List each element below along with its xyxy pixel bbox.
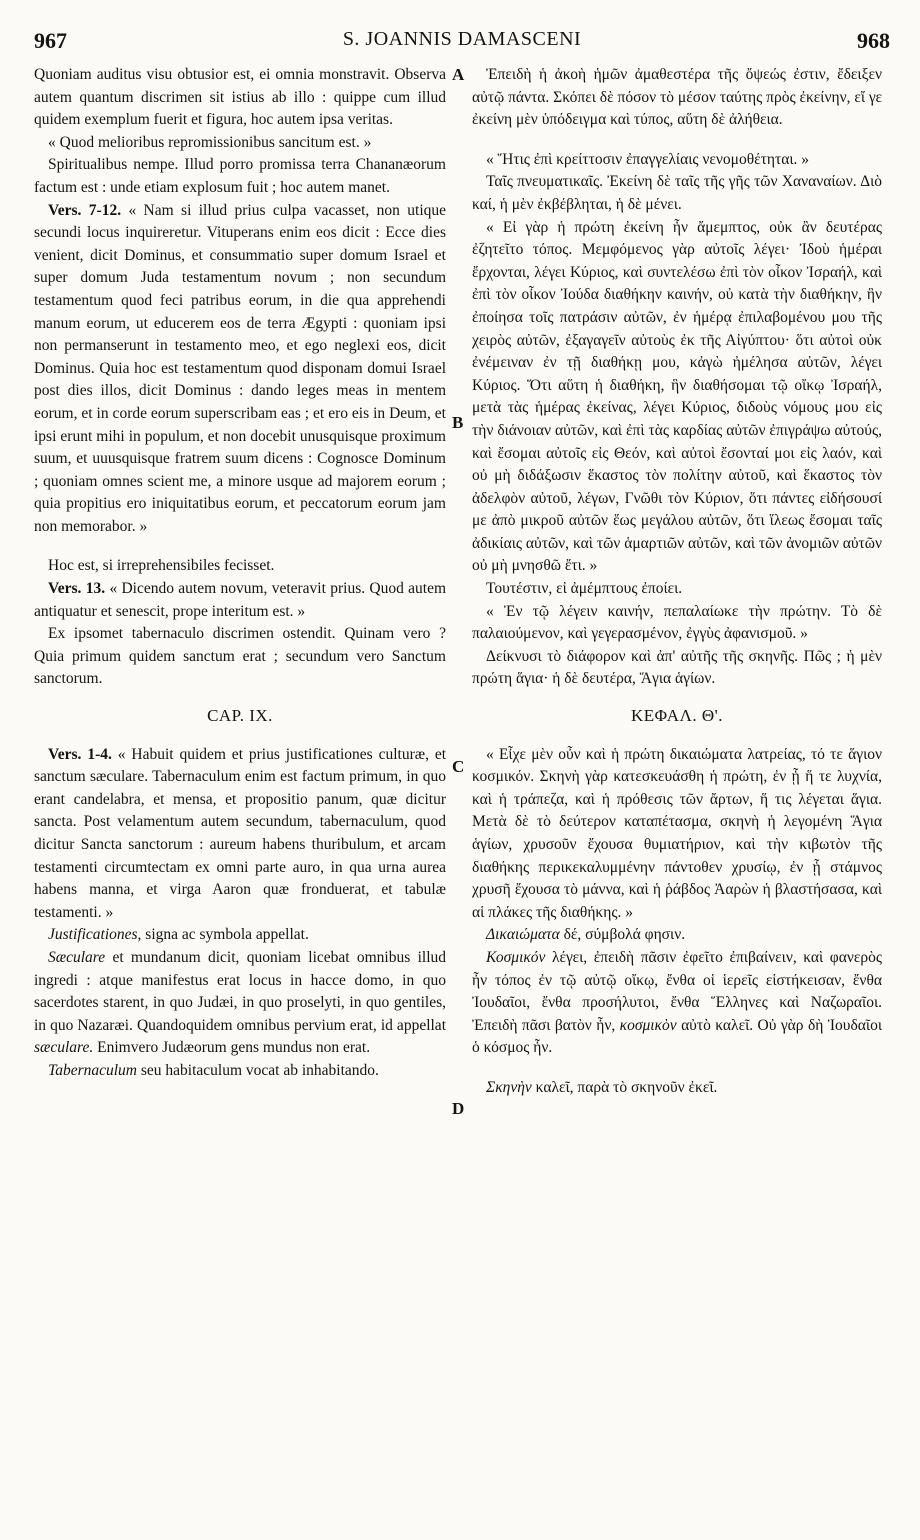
- chapter-heading: ΚΕΦΑΛ. Θ'.: [631, 706, 723, 726]
- italic-term: Justificationes,: [48, 926, 142, 944]
- italic-term: Δικαιώματα: [486, 926, 560, 944]
- commentary-text: αὐτὸ καλεῖ. Οὐ γὰρ δὴ Ἰουδαῖοι ὁ κόσμος ἦν.: [472, 1016, 882, 1057]
- italic-term: Σκηνὴν: [486, 1078, 532, 1096]
- section-marker-b: B: [452, 413, 464, 432]
- commentary-text: et mundanum dicit, quoniam licebat omnibus illud ingredi : atque manifestus erat locus in hacce domo, in quo sacerdotes starent, in quo Judæi, in quo proselyti, in quo gentiles, in quo Nazaræi. Quandoquidem omnibus pervium erat, id appellat: [34, 948, 447, 1034]
- greek-paragraph: « Ἥτις ἐπὶ κρείττοσιν ἐπαγγελίαις νενομοθέτηται. »: [486, 150, 810, 168]
- greek-paragraph: « Ἐν τῷ λέγειν καινήν, πεπαλαίωκε τὴν πρώτην. Τὸ δὲ παλαιούμενον, καὶ γεγερασμένον, ἐγγὺς ἀφανισμοῦ. »: [472, 602, 882, 643]
- verse-label: Vers. 1-4.: [48, 745, 112, 763]
- italic-term: Κοσμικόν: [486, 948, 546, 966]
- greek-paragraph: [472, 924, 882, 947]
- verse-text: « Nam si illud prius culpa vacasset, non utique secundi locus inquireretur. Vituperans enim eos dicit : Ecce dies venient, dicit Dominus, et consummatio super domum Israel et super domum Juda testamentum novum ; non secundum testamentum quod feci patribus eorum, in die qua apprehendi manum eorum, ut educerem eos de terra Ægypti : quoniam ipsi non permanserunt in testamento meo, et ego neglexi eos, dicit Dominus. Quia hoc est testamentum quod disponam domui Israel post dies illos, dicit Dominus : dando leges meas in mentem eorum, et in corde eorum superscribam eas ; et ero eis in Deum, et ipsi erunt mihi in populum, et non docebit unusquisque proximum suum, et uuusquisque fratrem suum dicens : Cognosce Dominum ; quoniam omnes scient me, a minore usque ad majorem eorum ; quia propitius ero iniquitatibus eorum, et peccatorum eorum jam non memorabor. »: [34, 201, 446, 535]
- page-number-right: 968: [857, 28, 890, 53]
- verse-text: « Habuit quidem et prius justificationes culturæ, et sanctum sæculare. Tabernaculum enim est factum primum, in quo erant candelabra, et mensa, et propositio panum, quæ dicitur sancta. Post velamentum autem secundum, tabernaculum, quod dicitur Sancta sanctorum : aureum habens thuribulum, et arcam testamenti circumtectam ex omni parte auro, in qua urna aurea habens manna, et virga Aaron quæ fronduerat, et tabulæ testamenti. »: [34, 745, 447, 921]
- greek-column: [472, 64, 882, 1100]
- latin-paragraph: « Quod melioribus repromissionibus sancitum est. »: [48, 133, 372, 151]
- latin-paragraph: [34, 924, 446, 947]
- italic-term: sæculare.: [34, 1039, 94, 1057]
- commentary-text: seu habitaculum vocat ab inhabitando.: [140, 1061, 379, 1079]
- section-marker-a: A: [452, 65, 465, 84]
- latin-paragraph: [34, 1060, 446, 1083]
- section-marker-d: D: [452, 1099, 465, 1118]
- greek-paragraph: Ἐπειδὴ ἡ ἀκοὴ ἡμῶν ἀμαθεστέρα τῆς ὄψεώς ἐστιν, ἔδειξεν αὐτῷ πάντα. Σκόπει δὲ πόσον τὸ μέσον ταύτης πρὸς ἐκείνην, εἴ γε ἐκείνη μὲν ὑπόδειγμα καὶ τύπος, αὕτη δὲ ἀλήθεια.: [472, 66, 882, 129]
- greek-paragraph: « Εἶχε μὲν οὖν καὶ ἡ πρώτη δικαιώματα λατρείας, τό τε ἅγιον κοσμικόν. Σκηνὴ γὰρ κατεσκευάσθη ἡ πρώτη, ἐν ᾗ ἥ τε λυχνία, καὶ ἡ τράπεζα, καὶ ἡ πρόθεσις τῶν ἄρτων, ἥ τις λέγεται ἅγια. Μετὰ δὲ τὸ δεύτερον καταπέτασμα, σκηνὴ ἡ λεγομένη Ἅγια ἁγίων, χρυσοῦν ἔχουσα θυμιατήριον, καὶ τὴν κιβωτὸν τῆς διαθήκης περικεκαλυμμένην πάντοθεν χρυσίῳ, ἐν ᾗ στάμνος χρυσῆ ἔχουσα τὸ μάννα, καὶ ἡ ῥάβδος Ἀαρὼν ἡ βλαστήσασα, καὶ αἱ πλάκες τῆς διαθήκης. »: [472, 745, 882, 921]
- italic-term: Sæculare: [48, 948, 106, 966]
- commentary-text: Enimvero Judæorum gens mundus non erat.: [97, 1039, 371, 1057]
- greek-paragraph: [472, 1077, 882, 1100]
- latin-paragraph: Quoniam auditus visu obtusior est, ei omnia monstravit. Observa autem quantum discrimen sit istius ab illo : quippe cum illud quidem exemplum fuerit et figura, hoc autem ipsa veritas.: [34, 66, 446, 129]
- latin-paragraph: [34, 200, 446, 539]
- chapter-heading: CAP. IX.: [207, 706, 273, 726]
- latin-paragraph: Ex ipsomet tabernaculo discrimen ostendit. Quinam vero ? Quia primum quidem sanctum erat ; secundum vero Sanctum sanctorum.: [34, 625, 446, 688]
- latin-column: [34, 64, 446, 1083]
- latin-paragraph: Spiritualibus nempe. Illud porro promissa terra Chananæorum factum est : unde etiam explosum fuit ; hoc autem manet.: [34, 156, 446, 196]
- commentary-text: καλεῖ, παρὰ τὸ σκηνοῦν ἐκεῖ.: [535, 1078, 718, 1096]
- greek-paragraph: Δείκνυσι τὸ διάφορον καὶ ἀπ' αὐτῆς τῆς σκηνῆς. Πῶς ; ἡ μὲν πρώτη ἅγια· ἡ δὲ δευτέρα, Ἅγια ἁγίων.: [472, 647, 882, 688]
- latin-paragraph: [34, 578, 446, 623]
- section-marker-c: C: [452, 757, 465, 776]
- latin-paragraph: [34, 947, 446, 1060]
- greek-paragraph: [472, 947, 882, 1060]
- verse-label: Vers. 13.: [48, 580, 106, 598]
- commentary-text: signa ac symbola appellat.: [145, 926, 309, 944]
- verse-text: « Dicendo autem novum, veteravit prius. Quod autem antiquatur et senescit, prope interitum est. »: [34, 580, 447, 620]
- italic-term: Tabernaculum: [48, 1061, 137, 1079]
- running-title: S. JOANNIS DAMASCENI: [342, 28, 582, 50]
- greek-paragraph: « Εἰ γὰρ ἡ πρώτη ἐκείνη ἦν ἄμεμπτος, οὐκ ἂν δευτέρας ἐζητεῖτο τόπος. Μεμφόμενος γὰρ αὐτοῖς λέγει· Ἰδοὺ ἡμέραι ἔρχονται, λέγει Κύριος, καὶ συντελέσω ἐπὶ τὸν οἶκον Ἰσραήλ, καὶ ἐπὶ τὸν οἶκον Ἰούδα διαθήκην καινήν, οὐ κατὰ τὴν διαθήκην, ἣν ἐποίησα τοῖς πατράσιν αὐτῶν, ἐν ἡμέρᾳ ἐπιλαβομένου μου τῆς χειρὸς αὐτῶν, ἐξαγαγεῖν αὐτοὺς ἐκ τῆς Αἰγύπτου· ὅτι αὐτοὶ οὐκ ἐνέμειναν ἐν τῇ διαθήκῃ μου, κἀγὼ ἠμέλησα αὐτῶν, λέγει Κύριος. Ὅτι αὕτη ἡ διαθήκη, ἣν διαθήσομαι τῷ οἴκῳ Ἰσραήλ, μετὰ τὰς ἡμέρας ἐκείνας, λέγει Κύριος, διδοὺς νόμους μου εἰς τὴν διάνοιαν αὐτῶν, καὶ ἐπὶ τὰς καρδίας αὐτῶν ἐπιγράψω αὐτούς, καὶ ἔσομαι αὐτοῖς εἰς Θεόν, καὶ αὐτοὶ ἔσονταί μοι εἰς λαόν, καὶ οὐ μὴ διδάξωσιν ἕκαστος τὸν πολίτην αὐτοῦ, καὶ ἕκαστος τὸν ἀδελφὸν αὐτοῦ, λέγων, Γνῶθι τὸν Κύριον, ὅτι πάντες εἰδήσουσί με ἀπὸ μικροῦ αὐτῶν ἕως μεγάλου αὐτῶν, ὅτι ἵλεως ἔσομαι ταῖς ἀδικίαις αὐτῶν, καὶ τῶν ἁμαρτιῶν αὐτῶν, καὶ τῶν ἀνομιῶν αὐτῶν οὐ μὴ μνησθῶ ἔτι. »: [472, 218, 882, 575]
- verse-label: Vers. 7-12.: [48, 201, 122, 219]
- greek-paragraph: Ταῖς πνευματικαῖς. Ἐκείνη δὲ ταῖς τῆς γῆς τῶν Χαναναίων. Διὸ καί, ἡ μὲν ἐκβέβληται, ἡ δὲ μένει.: [472, 173, 882, 213]
- commentary-text: λέγει, ἐπειδὴ πᾶσιν ἐφεῖτο ἐπιβαίνειν, καὶ φανερὸς ἦν τόπος ἐν τῷ αὐτῷ οἴκῳ, ἔνθα οἱ ἱερεῖς εἱστήκεισαν, ἔνθα Ἰουδαῖοι, ἔνθα προσήλυτοι, ἔνθα Ἕλληνες καὶ Ναζωραῖοι. Ἐπειδὴ πᾶσι βατὸν ἦν,: [472, 948, 882, 1034]
- commentary-text: δέ, σύμβολά φησιν.: [563, 926, 686, 944]
- page-header: [34, 28, 890, 56]
- page-number-left: 967: [34, 28, 67, 53]
- italic-term: κοσμικὸν: [619, 1016, 677, 1034]
- greek-paragraph: Τουτέστιν, εἰ ἀμέμπτους ἐποίει.: [486, 580, 683, 598]
- latin-paragraph: Hoc est, si irreprehensibiles fecisset.: [48, 557, 275, 575]
- latin-paragraph: [34, 744, 446, 925]
